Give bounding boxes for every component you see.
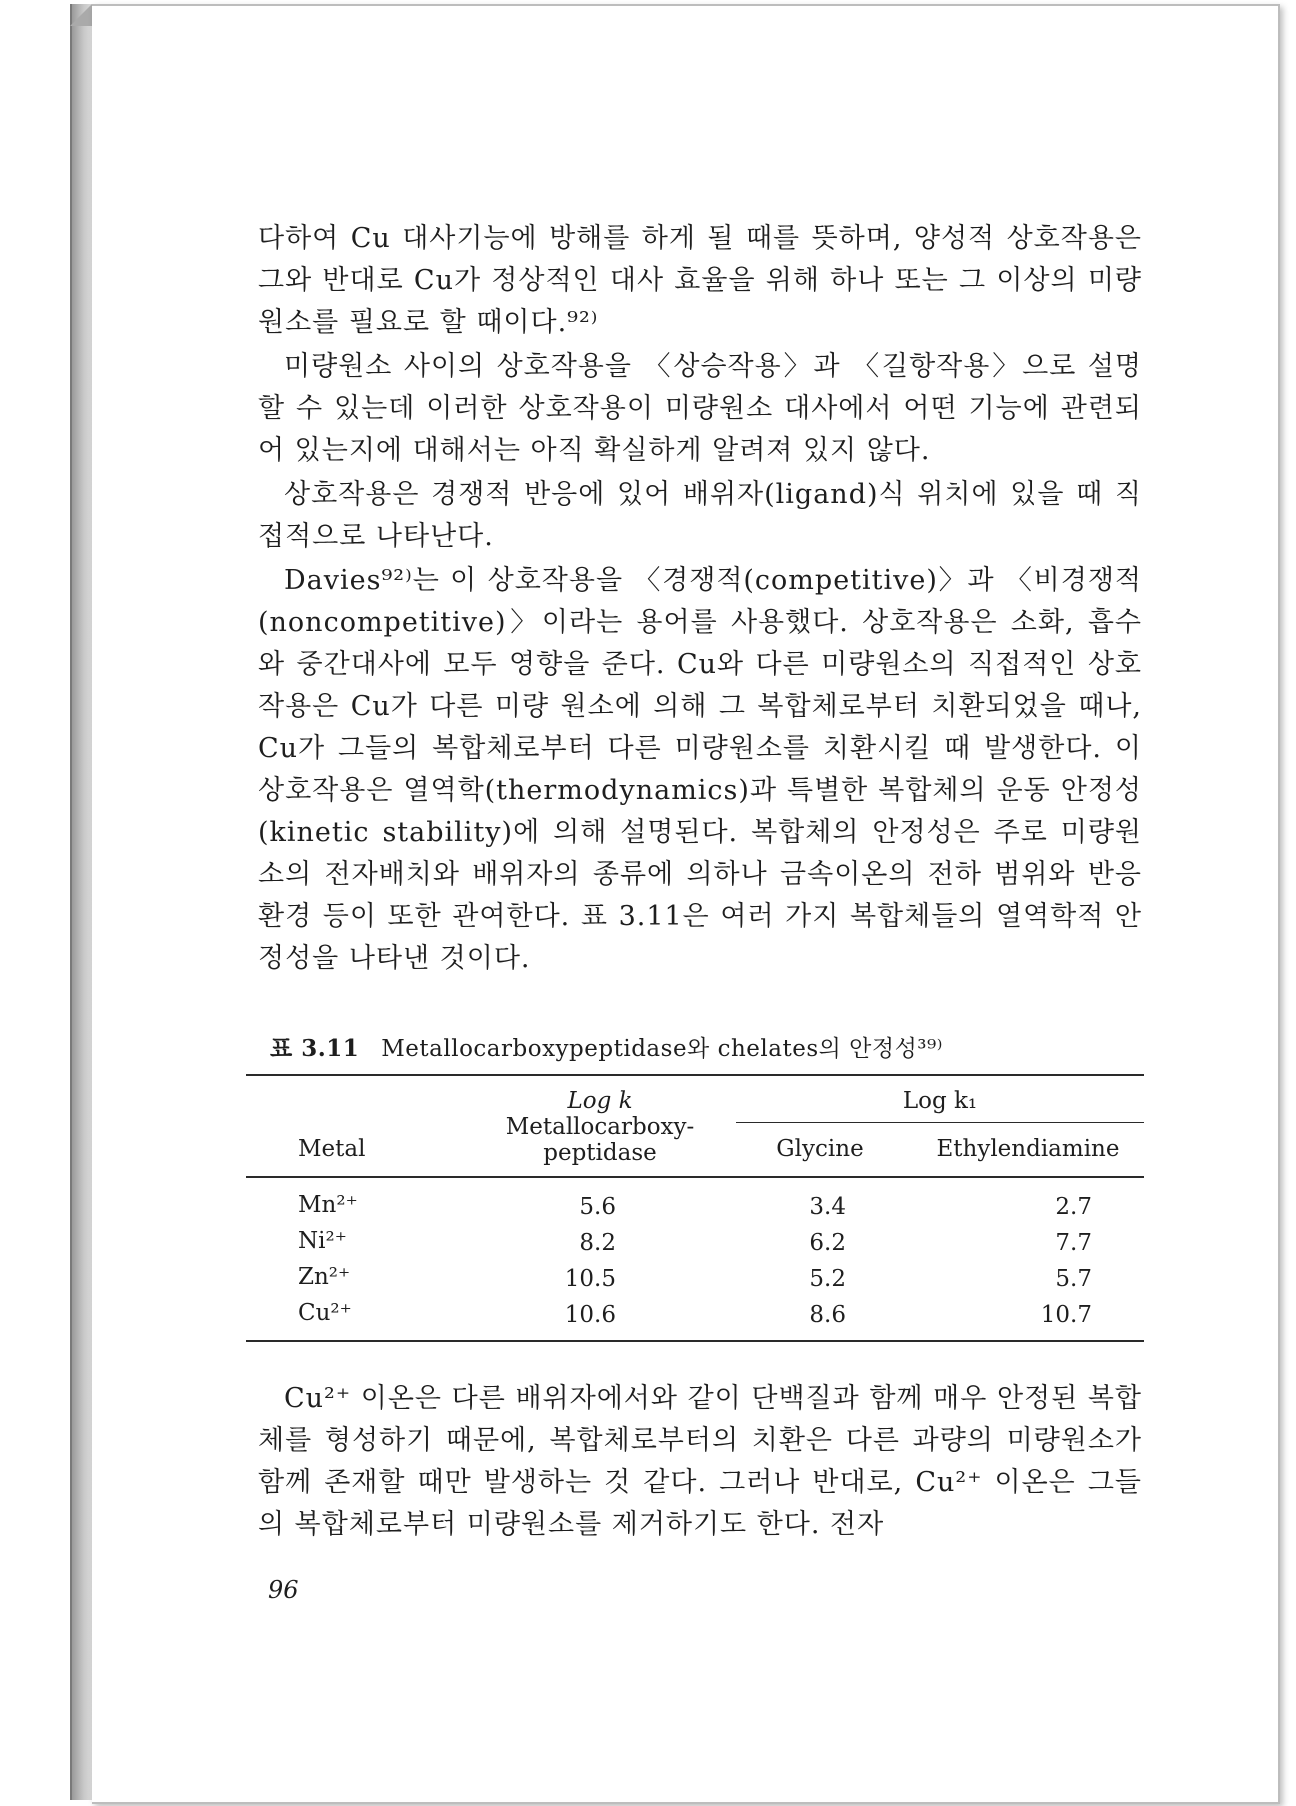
cell-metal: Cu²⁺ (298, 1300, 352, 1326)
paragraph-4: Davies⁹²⁾는 이 상호작용을 〈경쟁적(competitive)〉과 〈비경쟁적(noncompetitive)〉이라는 용어를 사용했다. 상호작용은 소화, 흡수와 중간대사에 모두 영향을 준다. Cu와 다른 미량원소의 직접적인 상호작용은 Cu가 다른 미량 원소에 의해 그 복합체로부터 치환되었을 때나, Cu가 그들의 복합체로부터 다른 미량원소를 치환시킬 때 발생한다. 이 상호작용은 열역학(thermodynamics)과 특별한 복합체의 운동 안정성(kinetic stability)에 의해 설명된다. 복합체의 안정성은 주로 미량원소의 전자배치와 배위자의 종류에 의하나 금속이온의 전하 범위와 반응 환경 등이 또한 관여한다. 표 3.11은 여러 가지 복합체들의 열역학적 안정성을 나타낸 것이다. (258, 565, 1142, 974)
paragraph-5: Cu²⁺ 이온은 다른 배위자에서와 같이 단백질과 함께 매우 안정된 복합체를 형성하기 때문에, 복합체로부터의 치환은 다른 과량의 미량원소가 함께 존재할 때만 발생하는 것 같다. 그러나 반대로, Cu²⁺ 이온은 그들의 복합체로부터 미량원소를 제거하기도 한다. 전자 (258, 1383, 1142, 1540)
paragraph-3: 상호작용은 경쟁적 반응에 있어 배위자(ligand)식 위치에 있을 때 직접적으로 나타난다. (258, 479, 1142, 552)
cell-enzyme: 5.6 (579, 1194, 616, 1220)
page-number: 96 (268, 1576, 299, 1604)
table-bottom-rule (246, 1340, 1144, 1342)
cell-ethylen: 10.7 (1040, 1302, 1092, 1328)
header-logk (480, 1088, 720, 1166)
paragraph-2: 미량원소 사이의 상호작용을 〈상승작용〉과 〈길항작용〉으로 설명할 수 있는데 이러한 상호작용이 미량원소 대사에서 어떤 기능에 관련되어 있는지에 대해서는 아직 확실하게 알려져 있지 않다. (258, 351, 1142, 466)
cell-glycine: 5.2 (809, 1266, 846, 1292)
body-text (258, 218, 1142, 980)
binding-corner (70, 4, 92, 26)
cell-glycine: 6.2 (809, 1230, 846, 1256)
table-caption (270, 1030, 943, 1063)
table-number: 표 3.11 (270, 1035, 360, 1062)
cell-enzyme: 10.6 (564, 1302, 616, 1328)
cell-glycine: 8.6 (809, 1302, 846, 1328)
header-glycine: Glycine (776, 1136, 864, 1162)
table-header-rule (246, 1176, 1144, 1178)
table-top-rule (246, 1074, 1144, 1076)
cell-ethylen: 2.7 (1055, 1194, 1092, 1220)
header-metal: Metal (298, 1136, 366, 1162)
cell-enzyme: 8.2 (579, 1230, 616, 1256)
cell-glycine: 3.4 (809, 1194, 846, 1220)
cell-ethylen: 7.7 (1055, 1230, 1092, 1256)
paragraph-1: 다하여 Cu 대사기능에 방해를 하게 될 때를 뜻하며, 양성적 상호작용은 그와 반대로 Cu가 정상적인 대사 효율을 위해 하나 또는 그 이상의 미량원소를 필요로 할 때이다.⁹²⁾ (258, 223, 1142, 338)
cell-enzyme: 10.5 (564, 1266, 616, 1292)
table-sub-rule (736, 1122, 1144, 1123)
cell-metal: Ni²⁺ (298, 1228, 347, 1254)
cell-metal: Zn²⁺ (298, 1264, 351, 1290)
header-ethylendiamine: Ethylendiamine (936, 1136, 1120, 1162)
header-enzyme-line1: Metallocarboxy- (505, 1114, 695, 1140)
cell-ethylen: 5.7 (1055, 1266, 1092, 1292)
header-enzyme-line2: peptidase (543, 1140, 657, 1166)
table-title: Metallocarboxypeptidase와 chelates의 안정성³⁹⁾ (381, 1036, 943, 1062)
header-logk-label: Log k (567, 1088, 633, 1114)
header-logk1: Log k₁ (902, 1088, 978, 1114)
cell-metal: Mn²⁺ (298, 1192, 358, 1218)
closing-text (258, 1378, 1142, 1546)
